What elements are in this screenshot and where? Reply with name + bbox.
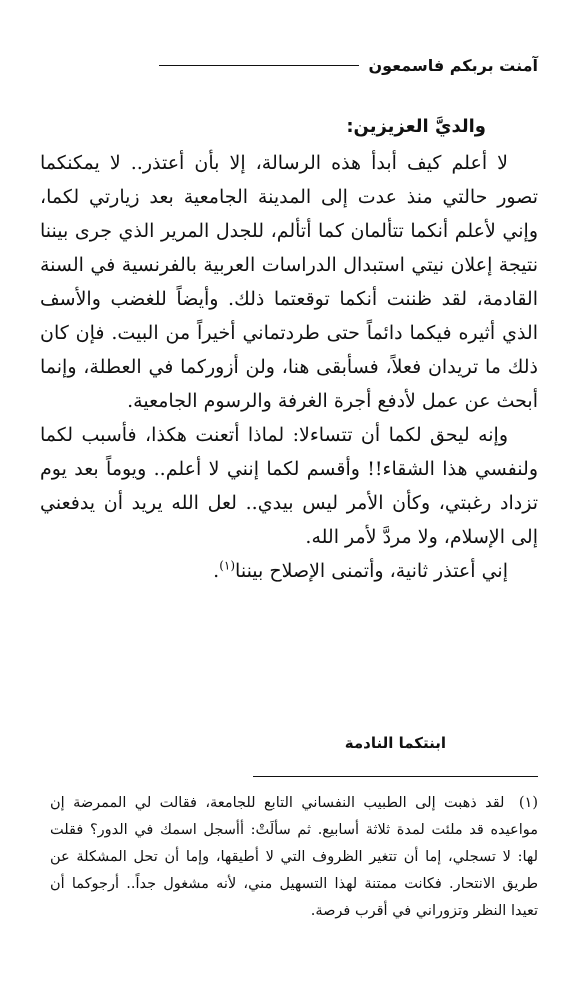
- footnote-rule: [253, 776, 538, 777]
- footnote-reference: (١): [219, 558, 236, 573]
- letter-salutation: والديَّ العزيزين:: [346, 116, 486, 137]
- running-header-title: آمنت بربكم فاسمعون: [368, 55, 538, 75]
- running-header: [40, 50, 538, 80]
- letter-closing: [40, 554, 538, 588]
- footnote-text: لقد ذهبت إلى الطبيب النفساني التابع للجامعة، فقالت لي الممرضة إن مواعيده قد ملئت لمدة ثلاثة أسابيع. ثم سألَتْ: أأسجل اسمك في الدور؟ فقلت لها: لا تسجلي، إما أن تتغير الظروف التي لا أطيقها، وإما أن تحل المشكلة عن طريق الانتحار. فكانت ممتنة لهذا التسهيل مني، لأنه مشغول جداً.. أرجوكما أن تعيدا النظر وتزوراني في أقرب فرصة.: [50, 795, 538, 919]
- header-rule: [159, 65, 359, 66]
- letter-paragraph: لا أعلم كيف أبدأ هذه الرسالة، إلا بأن أعتذر.. لا يمكنكما تصور حالتي منذ عدت إلى المدينة الجامعية بعد زيارتي لكما، وإني لأعلم أنكما تتألمان كما أتألم، للجدل المرير الذي جرى بيننا نتيجة إعلان نيتي استبدال الدراسات العربية بالفرنسية في السنة القادمة، لقد ظننت أنكما توقعتما ذلك. وأيضاً للغضب والأسف الذي أثيره فيكما دائماً حتى طردتماني أخيراً من البيت. فإن كان ذلك ما تريدان فعلاً، فسأبقى هنا، ولن أزوركما في العطلة، وإنما أبحث عن عمل لأدفع أجرة الغرفة والرسوم الجامعية.: [40, 152, 538, 412]
- letter-body: [40, 108, 538, 588]
- closing-text: إني أعتذر ثانية، وأتمنى الإصلاح بيننا: [235, 560, 508, 582]
- letter-signature: ابنتكما النادمة: [344, 734, 446, 752]
- closing-end: .: [213, 560, 220, 582]
- letter-paragraph: وإنه ليحق لكما أن تتساءلا: لماذا أتعنت هكذا، فأسبب لكما ولنفسي هذا الشقاء!! وأقسم لكما إنني لا أعلم.. ويوماً بعد يوم تزداد رغبتي، وكأن الأمر ليس بيدي.. لعل الله يريد أن يدفعني إلى الإسلام، ولا مردَّ لأمر الله.: [40, 424, 538, 548]
- footnote: [50, 790, 538, 925]
- footnote-number: (١): [518, 795, 538, 811]
